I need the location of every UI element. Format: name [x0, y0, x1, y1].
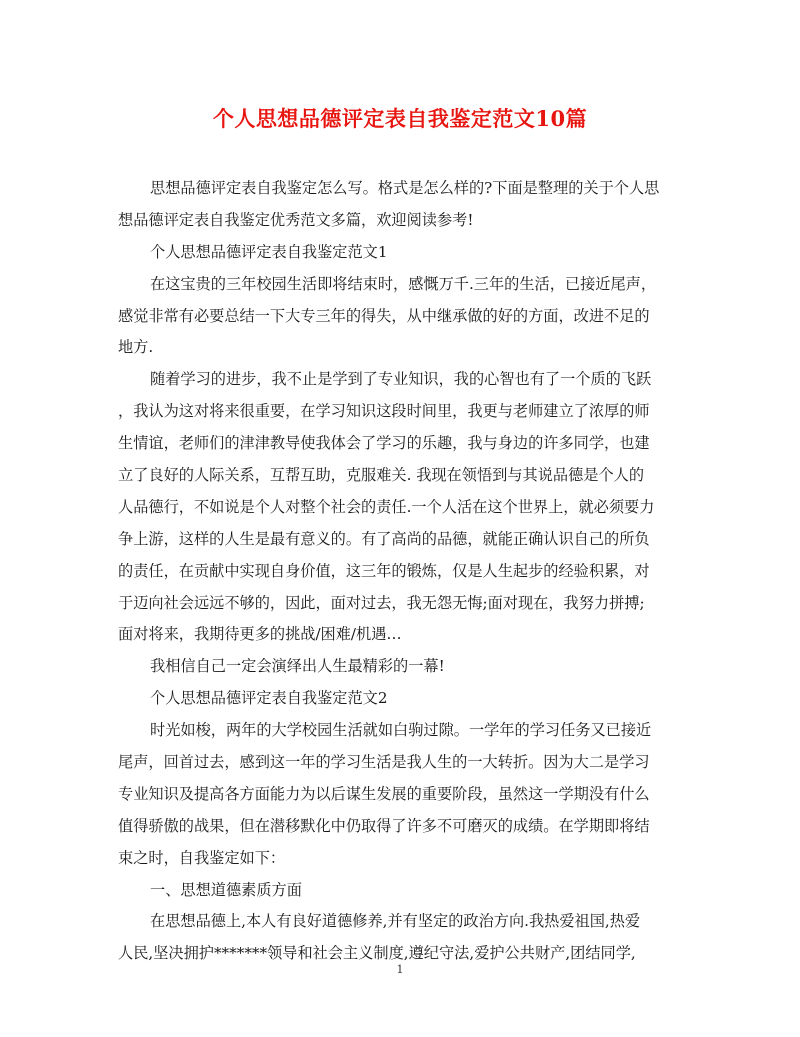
body-line: 争上游，这样的人生是最有意义的。有了高尚的品德，就能正确认识自己的所负 — [118, 529, 650, 548]
body-line: 立了良好的人际关系，互帮互助，克服难关. 我现在领悟到与其说品德是个人的 — [118, 466, 645, 485]
body-line: 我相信自己一定会演绎出人生最精彩的一幕! — [150, 657, 445, 676]
body-line: 个人思想品德评定表自我鉴定范文2 — [150, 689, 388, 708]
body-line: 生情谊，老师们的津津教导使我体会了学习的乐趣，我与身边的许多同学，也建 — [118, 434, 650, 453]
document-body — [118, 173, 678, 970]
body-line: 地方. — [118, 338, 154, 357]
body-line: 的责任，在贡献中实现自身价值，这三年的锻炼，仅是人生起步的经验积累，对 — [118, 561, 650, 580]
body-line: 人民,坚决拥护*******领导和社会主义制度,遵纪守法,爱护公共财产,团结同学, — [118, 944, 636, 963]
body-line: 时光如梭，两年的大学校园生活就如白驹过隙。一学年的学习任务又已接近 — [150, 721, 652, 740]
body-line: 人品德行，不如说是个人对整个社会的责任.一个人活在这个世界上，就必须要力 — [118, 497, 655, 516]
page-number: 1 — [396, 963, 404, 976]
body-line: 思想品德评定表自我鉴定怎么写。格式是怎么样的?下面是整理的关于个人思 — [150, 179, 660, 197]
body-line: 感觉非常有必要总结一下大专三年的得失，从中继承做的好的方面，改进不足的 — [118, 306, 650, 325]
body-line: 束之时，自我鉴定如下： — [118, 848, 286, 867]
body-line: 随着学习的进步，我不止是学到了专业知识，我的心智也有了一个质的飞跃 — [150, 370, 652, 389]
body-line: 个人思想品德评定表自我鉴定范文1 — [150, 242, 388, 261]
body-line: 想品德评定表自我鉴定优秀范文多篇，欢迎阅读参考! — [118, 210, 474, 229]
body-line: 值得骄傲的战果，但在潜移默化中仍取得了许多不可磨灭的成绩。在学期即将结 — [118, 816, 650, 835]
body-line: 在这宝贵的三年校园生活即将结束时，感慨万千.三年的生活，已接近尾声， — [150, 274, 657, 293]
body-line: 面对将来，我期待更多的挑战/困难/机遇… — [118, 625, 402, 644]
body-line: 一、思想道德素质方面 — [150, 880, 302, 899]
document-title: 个人思想品德评定表自我鉴定范文10篇 — [212, 106, 588, 131]
body-line: 于迈向社会远远不够的，因此，面对过去，我无怨无悔;面对现在，我努力拼搏; — [118, 593, 645, 612]
body-line: ，我认为这对将来很重要，在学习知识这段时间里，我更与老师建立了浓厚的师 — [118, 402, 650, 421]
body-line: 尾声，回首过去，感到这一年的学习生活是我人生的一大转折。因为大二是学习 — [118, 753, 650, 772]
body-line: 专业知识及提高各方面能力为以后谋生发展的重要阶段，虽然这一学期没有什么 — [118, 784, 650, 803]
body-line: 在思想品德上,本人有良好道德修养,并有坚定的政治方向.我热爱祖国,热爱 — [150, 912, 641, 931]
